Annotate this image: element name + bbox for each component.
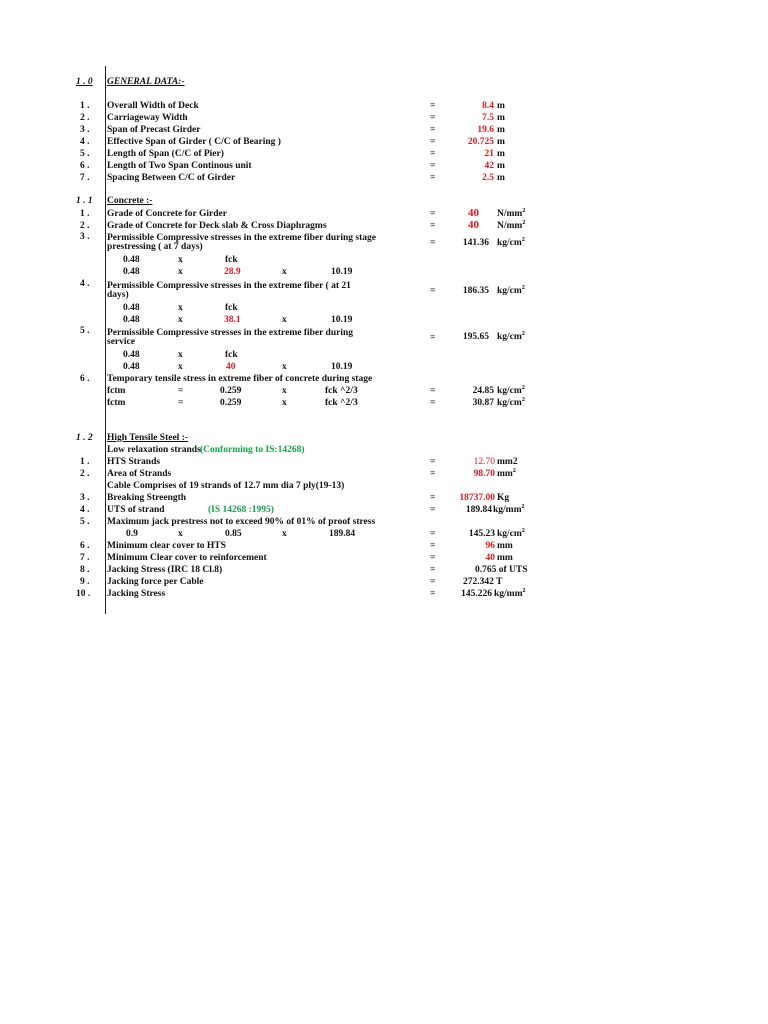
row-label: UTS of strand bbox=[107, 505, 165, 515]
row-label: Jacking force per Cable bbox=[107, 577, 204, 587]
equals-sign: = bbox=[430, 333, 436, 343]
formula-equals: = bbox=[178, 398, 184, 408]
row-label: Permissible Compressive stresses in the extreme fiber ( at 21 bbox=[107, 281, 351, 291]
formula-power: fck ^2/3 bbox=[325, 386, 358, 396]
unit-superscript: 2 bbox=[522, 219, 526, 226]
unit-text: kg/cm bbox=[497, 286, 522, 296]
formula-x: x bbox=[178, 267, 183, 277]
row-unit: m bbox=[497, 113, 505, 123]
formula-fck: fck bbox=[225, 303, 238, 313]
equals-sign: = bbox=[430, 221, 436, 231]
row-value: 40 bbox=[468, 219, 479, 231]
row-number: 1 . bbox=[80, 457, 90, 467]
formula-fck: fck bbox=[225, 255, 238, 265]
row-value: 18737.00 bbox=[459, 493, 495, 503]
row-unit: m bbox=[497, 149, 505, 159]
row-value: 40 bbox=[468, 207, 479, 219]
section-title-general: GENERAL DATA:- bbox=[107, 77, 185, 87]
left-border-line bbox=[105, 66, 106, 614]
equals-sign: = bbox=[430, 565, 436, 575]
row-value: 21 bbox=[484, 149, 494, 159]
row-unit: mm bbox=[497, 541, 513, 551]
formula-fck-value: 38.1 bbox=[224, 315, 241, 325]
steel-intro: Low relaxation strands bbox=[107, 445, 201, 455]
unit-superscript: 2 bbox=[512, 467, 516, 474]
row-number: 5 . bbox=[80, 517, 90, 527]
row-value: 272.342 T bbox=[463, 577, 503, 587]
equals-sign: = bbox=[430, 238, 436, 248]
row-number: 1 . bbox=[80, 101, 90, 111]
row-value: 189.84 bbox=[465, 505, 492, 515]
row-value: 186.35 bbox=[462, 286, 489, 296]
row-unit bbox=[497, 286, 525, 297]
row-number: 6 . bbox=[80, 161, 90, 171]
unit-superscript: 2 bbox=[521, 503, 525, 510]
section-number-general: 1 . 0 bbox=[76, 77, 93, 87]
row-label: Permissible Compressive stresses in the extreme fiber during bbox=[107, 328, 353, 338]
row-unit: m bbox=[497, 161, 505, 171]
row-label: Maximum jack prestress not to exceed 90% of 01% of proof stress bbox=[107, 517, 376, 527]
unit-superscript: 2 bbox=[521, 236, 525, 243]
row-number: 4 . bbox=[80, 505, 90, 515]
row-value: 7.5 bbox=[482, 113, 494, 123]
equals-sign: = bbox=[430, 553, 436, 563]
row-number: 2 . bbox=[80, 221, 90, 231]
row-label: Breaking Streength bbox=[107, 493, 187, 503]
row-unit bbox=[497, 529, 525, 540]
formula-factor: 0.85 bbox=[225, 529, 242, 539]
formula-equals: = bbox=[178, 386, 184, 396]
row-label: Length of Two Span Continous unit bbox=[107, 161, 252, 171]
row-label: Jacking Stress bbox=[107, 589, 166, 599]
row-value: 145.23 bbox=[468, 529, 495, 539]
row-label: Permissible Compressive stresses in the extreme fiber during stage bbox=[107, 233, 376, 243]
equals-sign: = bbox=[430, 577, 436, 587]
row-label: Effective Span of Girder ( C/C of Bearing ) bbox=[107, 137, 281, 147]
row-label: Spacing Between C/C of Girder bbox=[107, 173, 236, 183]
unit-text: kg/mm bbox=[493, 505, 522, 515]
row-label: Grade of Concrete for Girder bbox=[107, 209, 227, 219]
formula-coef: 0.48 bbox=[123, 315, 140, 325]
equals-sign: = bbox=[430, 529, 436, 539]
equals-sign: = bbox=[430, 113, 436, 123]
row-value: 2.5 bbox=[482, 173, 494, 183]
unit-text: kg/mm bbox=[494, 589, 523, 599]
formula-coef: 0.48 bbox=[123, 350, 140, 360]
row-unit bbox=[497, 238, 525, 249]
formula-x: x bbox=[178, 350, 183, 360]
unit-superscript: 2 bbox=[521, 527, 525, 534]
section-number-concrete: 1 . 1 bbox=[76, 196, 93, 206]
row-value: 30.87 bbox=[472, 398, 494, 408]
row-unit: Kg bbox=[497, 493, 510, 503]
formula-x: x bbox=[178, 255, 183, 265]
row-number: 3 . bbox=[80, 493, 90, 503]
unit-superscript: 2 bbox=[521, 384, 525, 391]
formula-x: x bbox=[282, 267, 287, 277]
row-value: 42 bbox=[484, 161, 494, 171]
row-number: 4 . bbox=[80, 137, 90, 147]
unit-text: kg/cm bbox=[497, 529, 522, 539]
row-label: Minimum clear cover to HTS bbox=[107, 541, 226, 551]
formula-coef: 0.259 bbox=[220, 386, 242, 396]
steel-intro-note: (Conforming to IS:14268) bbox=[200, 445, 305, 455]
row-unit bbox=[497, 209, 525, 220]
row-unit bbox=[493, 505, 525, 516]
formula-coef: 0.48 bbox=[123, 303, 140, 313]
formula-x: x bbox=[282, 386, 287, 396]
equals-sign: = bbox=[430, 457, 436, 467]
row-number: 5 . bbox=[80, 149, 90, 159]
row-label: Length of Span (C/C of Pier) bbox=[107, 149, 224, 159]
formula-coef: 0.48 bbox=[123, 267, 140, 277]
row-number: 4 . bbox=[80, 279, 90, 289]
row-unit: m bbox=[497, 173, 505, 183]
row-unit: m bbox=[497, 125, 505, 135]
row-number: 7 . bbox=[80, 553, 90, 563]
equals-sign: = bbox=[430, 505, 436, 515]
equals-sign: = bbox=[430, 161, 436, 171]
row-number: 7 . bbox=[80, 173, 90, 183]
equals-sign: = bbox=[430, 137, 436, 147]
row-number: 3 . bbox=[80, 232, 90, 242]
section-title-steel: High Tensile Steel :- bbox=[107, 433, 189, 443]
row-number: 5 . bbox=[80, 326, 90, 336]
row-label: Jacking Stress (IRC 18 Cl.8) bbox=[107, 565, 223, 575]
row-label: Overall Width of Deck bbox=[107, 101, 199, 111]
row-number: 2 . bbox=[80, 113, 90, 123]
row-value: 0.765 of UTS bbox=[475, 565, 528, 575]
formula-coef: 0.48 bbox=[123, 255, 140, 265]
row-unit bbox=[497, 332, 525, 343]
row-number: 6 . bbox=[80, 374, 90, 384]
row-number: 3 . bbox=[80, 125, 90, 135]
unit-text: N/mm bbox=[497, 221, 523, 231]
formula-x: x bbox=[282, 529, 287, 539]
formula-x: x bbox=[178, 362, 183, 372]
row-unit bbox=[497, 221, 525, 232]
row-number: 10 . bbox=[76, 589, 91, 599]
equals-sign: = bbox=[430, 209, 436, 219]
equals-sign: = bbox=[430, 493, 436, 503]
row-value: 12.70 bbox=[473, 457, 495, 467]
equals-sign: = bbox=[430, 149, 436, 159]
formula-factor: 10.19 bbox=[331, 315, 353, 325]
formula-symbol: fctm bbox=[107, 386, 126, 396]
row-number: 6 . bbox=[80, 541, 90, 551]
row-value: 98.70 bbox=[473, 469, 495, 479]
formula-uts: 189.84 bbox=[329, 529, 356, 539]
unit-text: N/mm bbox=[497, 209, 523, 219]
row-label: Minimum Clear cover to reinforcement bbox=[107, 553, 267, 563]
row-label-cont: days) bbox=[107, 290, 129, 300]
formula-x: x bbox=[178, 529, 183, 539]
row-unit: m bbox=[497, 137, 505, 147]
row-unit bbox=[494, 589, 526, 600]
row-value: 20.725 bbox=[467, 137, 494, 147]
formula-fck: fck bbox=[225, 350, 238, 360]
row-unit: mm bbox=[497, 553, 513, 563]
formula-symbol: fctm bbox=[107, 398, 126, 408]
row-unit bbox=[497, 469, 516, 480]
row-value: 40 bbox=[485, 553, 495, 563]
row-label: Span of Precast Girder bbox=[107, 125, 201, 135]
unit-superscript: 2 bbox=[521, 330, 525, 337]
unit-text: mm bbox=[497, 469, 513, 479]
formula-x: x bbox=[178, 303, 183, 313]
standard-note: (IS 14268 :1995) bbox=[208, 505, 274, 515]
row-number: 9 . bbox=[80, 577, 90, 587]
row-unit: mm2 bbox=[497, 457, 518, 467]
formula-fck-value: 40 bbox=[226, 362, 236, 372]
equals-sign: = bbox=[430, 173, 436, 183]
row-unit bbox=[497, 398, 525, 409]
row-number: 8 . bbox=[80, 565, 90, 575]
formula-factor: 10.19 bbox=[331, 267, 353, 277]
row-label: Area of Strands bbox=[107, 469, 172, 479]
equals-sign: = bbox=[430, 589, 436, 599]
formula-coef: 0.9 bbox=[126, 529, 138, 539]
unit-text: kg/cm bbox=[497, 238, 522, 248]
row-value: 19.6 bbox=[477, 125, 494, 135]
formula-factor: 10.19 bbox=[331, 362, 353, 372]
formula-power: fck ^2/3 bbox=[325, 398, 358, 408]
unit-text: kg/cm bbox=[497, 332, 522, 342]
section-title-concrete: Concrete :- bbox=[107, 196, 153, 206]
unit-superscript: 2 bbox=[522, 587, 526, 594]
unit-text: kg/cm bbox=[497, 386, 522, 396]
unit-superscript: 2 bbox=[522, 207, 526, 214]
row-unit: m bbox=[497, 101, 505, 111]
equals-sign: = bbox=[430, 398, 436, 408]
row-value: 24.85 bbox=[472, 386, 494, 396]
row-label: HTS Strands bbox=[107, 457, 161, 467]
equals-sign: = bbox=[430, 101, 436, 111]
row-label: Carriageway Width bbox=[107, 113, 188, 123]
row-value: 145.226 bbox=[461, 589, 492, 599]
row-value: 195.65 bbox=[462, 332, 489, 342]
equals-sign: = bbox=[430, 469, 436, 479]
formula-coef: 0.259 bbox=[220, 398, 242, 408]
row-label: Temporary tensile stress in extreme fiber of concrete during stage bbox=[107, 374, 373, 384]
row-unit bbox=[497, 386, 525, 397]
row-value: 96 bbox=[485, 541, 495, 551]
row-label-cont: prestressing ( at 7 days) bbox=[107, 242, 203, 252]
formula-x: x bbox=[282, 315, 287, 325]
cable-note: Cable Comprises of 19 strands of 12.7 mm dia 7 ply(19-13) bbox=[107, 481, 345, 491]
equals-sign: = bbox=[430, 541, 436, 551]
row-value: 141.36 bbox=[462, 238, 489, 248]
equals-sign: = bbox=[430, 125, 436, 135]
formula-x: x bbox=[282, 362, 287, 372]
equals-sign: = bbox=[430, 386, 436, 396]
equals-sign: = bbox=[430, 286, 436, 296]
formula-coef: 0.48 bbox=[123, 362, 140, 372]
unit-text: kg/cm bbox=[497, 398, 522, 408]
row-label-cont: service bbox=[107, 337, 135, 347]
row-number: 1 . bbox=[80, 209, 90, 219]
unit-superscript: 2 bbox=[521, 284, 525, 291]
formula-fck-value: 28.9 bbox=[224, 267, 241, 277]
row-label: Grade of Concrete for Deck slab & Cross Diaphragms bbox=[107, 221, 327, 231]
row-value: 8.4 bbox=[482, 101, 494, 111]
row-number: 2 . bbox=[80, 469, 90, 479]
formula-x: x bbox=[282, 398, 287, 408]
unit-superscript: 2 bbox=[521, 396, 525, 403]
section-number-steel: 1 . 2 bbox=[76, 433, 93, 443]
formula-x: x bbox=[178, 315, 183, 325]
